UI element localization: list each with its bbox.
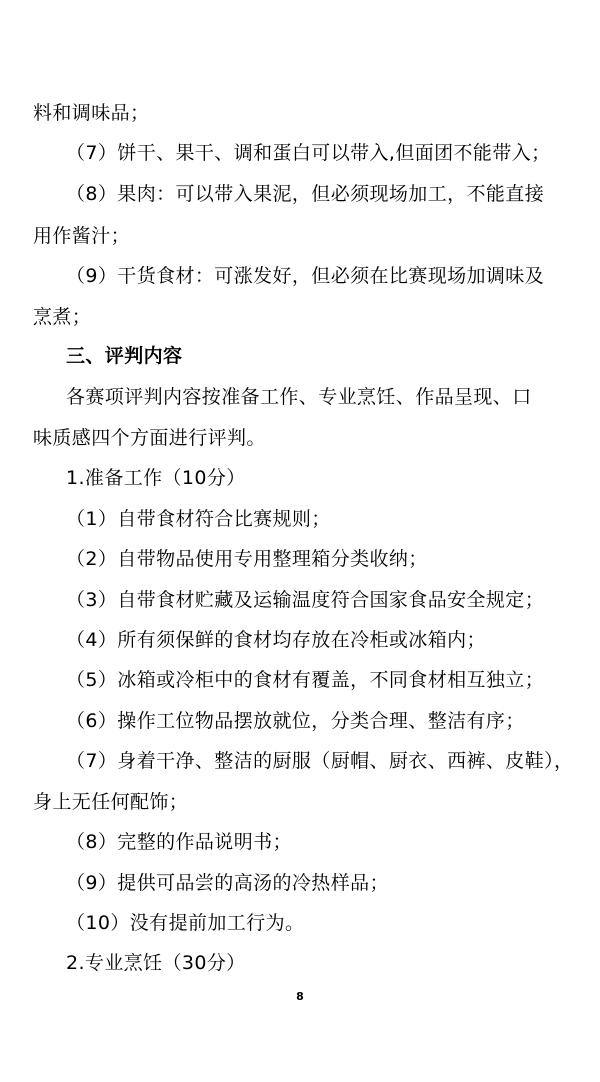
text-line: 身上无任何配饰； <box>33 791 189 813</box>
text-line: （7）饼干、果干、调和蛋白可以带入,但面团不能带入； <box>66 142 551 164</box>
section-heading: 三、评判内容 <box>66 345 183 367</box>
list-item: （1）自带食材符合比赛规则； <box>66 508 331 530</box>
list-item: （8）完整的作品说明书； <box>66 831 292 853</box>
subsection-heading: 1.准备工作（10分） <box>66 467 246 489</box>
list-item: （5）冰箱或冷柜中的食材有覆盖，不同食材相互独立； <box>66 669 545 691</box>
list-item: （9）提供可品尝的高汤的冷热样品； <box>66 872 389 894</box>
list-item: （6）操作工位物品摆放就位，分类合理、整洁有序； <box>66 710 525 732</box>
list-item: （7）身着干净、整洁的厨服（厨帽、厨衣、西裤、皮鞋）， <box>66 750 574 772</box>
list-item: （10）没有提前加工行为。 <box>66 912 305 934</box>
text-line: 料和调味品； <box>33 102 150 124</box>
text-line: （9）干货食材：可涨发好，但必须在比赛现场加调味及 <box>66 265 545 287</box>
list-item: （2）自带物品使用专用整理箱分类收纳； <box>66 548 428 570</box>
page-number: 8 <box>296 990 304 1003</box>
text-line: 各赛项评判内容按准备工作、专业烹饪、作品呈现、口 <box>66 386 532 408</box>
text-line: 味质感四个方面进行评判。 <box>33 427 266 449</box>
text-line: 用作酱汁； <box>33 225 131 247</box>
text-line: 烹煮； <box>33 306 92 328</box>
list-item: （4）所有须保鲜的食材均存放在冷柜或冰箱内； <box>66 629 486 651</box>
text-line: （8）果肉：可以带入果泥，但必须现场加工，不能直接 <box>66 183 545 205</box>
subsection-heading: 2.专业烹饪（30分） <box>66 952 246 974</box>
list-item: （3）自带食材贮藏及运输温度符合国家食品安全规定； <box>66 589 545 611</box>
